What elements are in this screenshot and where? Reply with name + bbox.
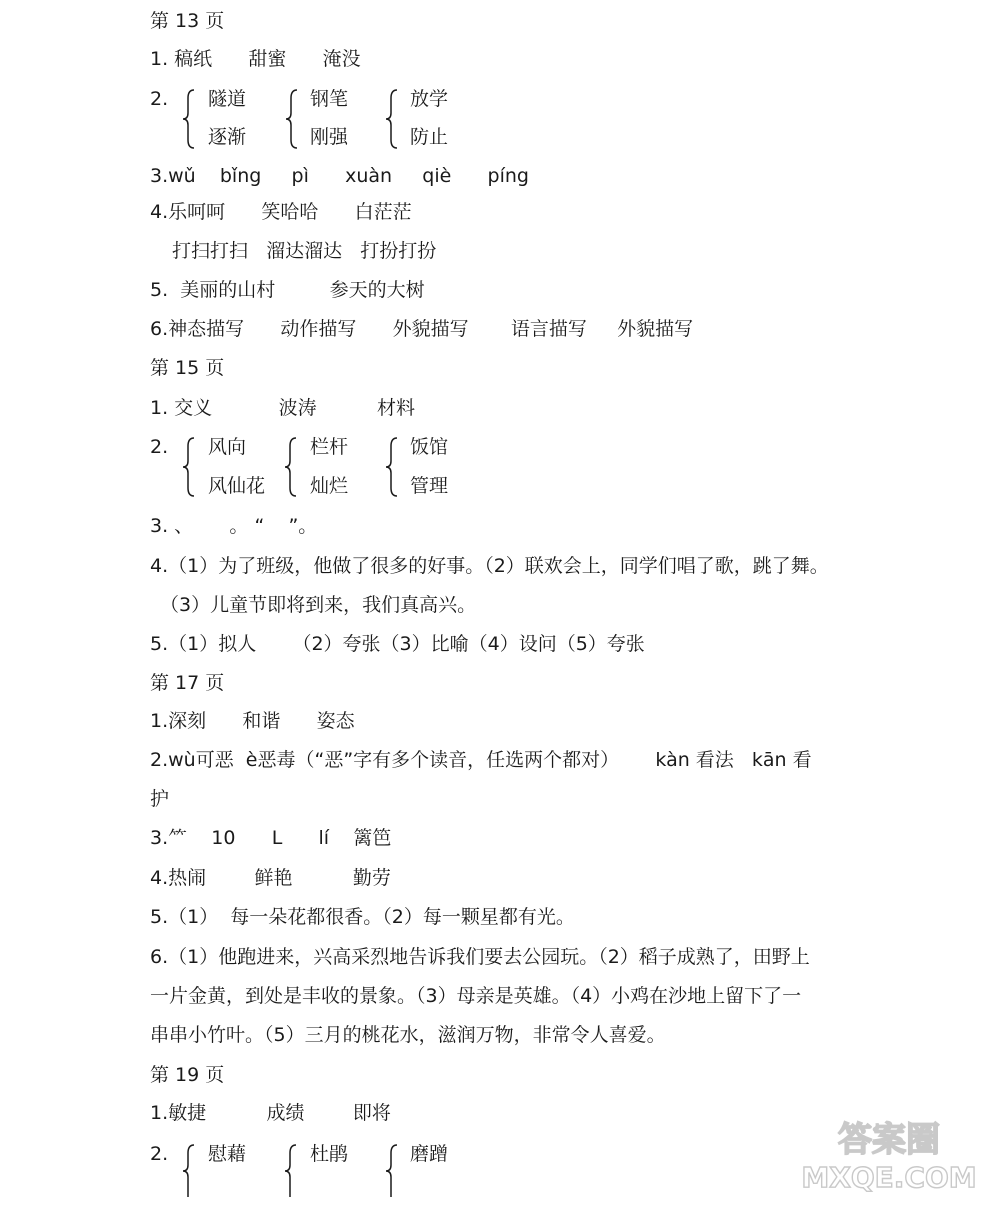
answer-13-q2-word: 刚强 — [310, 126, 349, 148]
answer-15-q2-word: 风仙花 — [208, 475, 266, 497]
brace-icon — [284, 436, 298, 498]
answer-15-q4-line2: （3）儿童节即将到来，我们真高兴。 — [160, 594, 477, 616]
answer-13-q2-word: 防止 — [410, 126, 449, 148]
answer-17-q2-line1: 2.wù可恶 è恶毒（“恶”字有多个读音，任选两个都对） kàn 看法 kān 看 — [150, 749, 812, 771]
answer-15-q2-word: 饭馆 — [410, 436, 449, 458]
brace-icon — [285, 88, 299, 150]
brace-icon — [385, 88, 399, 150]
svg-text:答案圈: 答案圈 — [838, 1120, 940, 1160]
answer-19-q2-word: 慰藉 — [208, 1143, 247, 1165]
answer-13-q2-number: 2. — [150, 88, 169, 110]
answer-17-q4: 4.热闹 鲜艳 勤劳 — [150, 867, 391, 889]
answer-15-q5: 5.（1）拟人 （2）夸张（3）比喻（4）设问（5）夸张 — [150, 633, 645, 655]
answer-13-q2-word: 隧道 — [208, 88, 247, 110]
answer-19-q2-word: 磨蹭 — [410, 1143, 449, 1165]
brace-icon — [182, 88, 196, 150]
answer-13-q6: 6.神态描写 动作描写 外貌描写 语言描写 外貌描写 — [150, 318, 694, 340]
answer-13-q2-word: 逐渐 — [208, 126, 247, 148]
page-heading-13: 第 13 页 — [150, 10, 225, 32]
answer-13-q1: 1. 稿纸 甜蜜 淹没 — [150, 48, 361, 70]
answer-15-q2-number: 2. — [150, 436, 169, 458]
answer-19-q2-number: 2. — [150, 1143, 169, 1165]
answer-13-q2-word: 放学 — [410, 88, 449, 110]
answer-13-q4-line1: 4.乐呵呵 笑哈哈 白茫茫 — [150, 201, 412, 223]
page-heading-19: 第 19 页 — [150, 1064, 225, 1086]
svg-text:MXQE.COM: MXQE.COM — [801, 1161, 977, 1193]
answer-19-q2-word: 杜鹃 — [310, 1143, 349, 1165]
answer-15-q2-word: 管理 — [410, 475, 449, 497]
answer-15-q1: 1. 交义 波涛 材料 — [150, 397, 415, 419]
answer-13-q2-word: 钢笔 — [310, 88, 349, 110]
answer-15-q4-line1: 4.（1）为了班级，他做了很多的好事。（2）联欢会上，同学们唱了歌，跳了舞。 — [150, 555, 829, 577]
answer-15-q2-word: 栏杆 — [310, 436, 349, 458]
answer-17-q6-line3: 串串小竹叶。（5）三月的桃花水，滋润万物，非常令人喜爱。 — [150, 1024, 666, 1046]
answer-17-q6-line2: 一片金黄，到处是丰收的景象。（3）母亲是英雄。（4）小鸡在沙地上留下了一 — [150, 985, 802, 1007]
answer-13-q5: 5. 美丽的山村 参天的大树 — [150, 279, 425, 301]
answer-15-q2-word: 灿烂 — [310, 475, 349, 497]
page-heading-17: 第 17 页 — [150, 672, 225, 694]
answer-17-q2-line2: 护 — [150, 788, 170, 810]
answer-19-q1: 1.敏捷 成绩 即将 — [150, 1102, 391, 1124]
brace-icon — [284, 1143, 298, 1199]
watermark-logo — [794, 1113, 984, 1193]
answer-13-q4-line2: 打扫打扫 溜达溜达 打扮打扮 — [172, 240, 437, 262]
answer-17-q5: 5.（1） 每一朵花都很香。（2）每一颗星都有光。 — [150, 906, 575, 928]
brace-icon — [385, 1143, 399, 1199]
brace-icon — [385, 436, 399, 498]
answer-17-q1: 1.深刻 和谐 姿态 — [150, 710, 355, 732]
answer-15-q2-word: 风向 — [208, 436, 247, 458]
page-heading-15: 第 15 页 — [150, 357, 225, 379]
answer-17-q3: 3.⺮ 10 L lí 篱笆 — [150, 827, 392, 849]
answer-17-q6-line1: 6.（1）他跑进来，兴高采烈地告诉我们要去公园玩。（2）稻子成熟了，田野上 — [150, 946, 810, 968]
brace-icon — [182, 1143, 196, 1199]
answer-15-q3: 3. 、 。 “ ”。 — [150, 515, 318, 537]
answer-13-q3: 3.wǔ bǐng pì xuàn qiè píng — [150, 165, 529, 187]
brace-icon — [182, 436, 196, 498]
